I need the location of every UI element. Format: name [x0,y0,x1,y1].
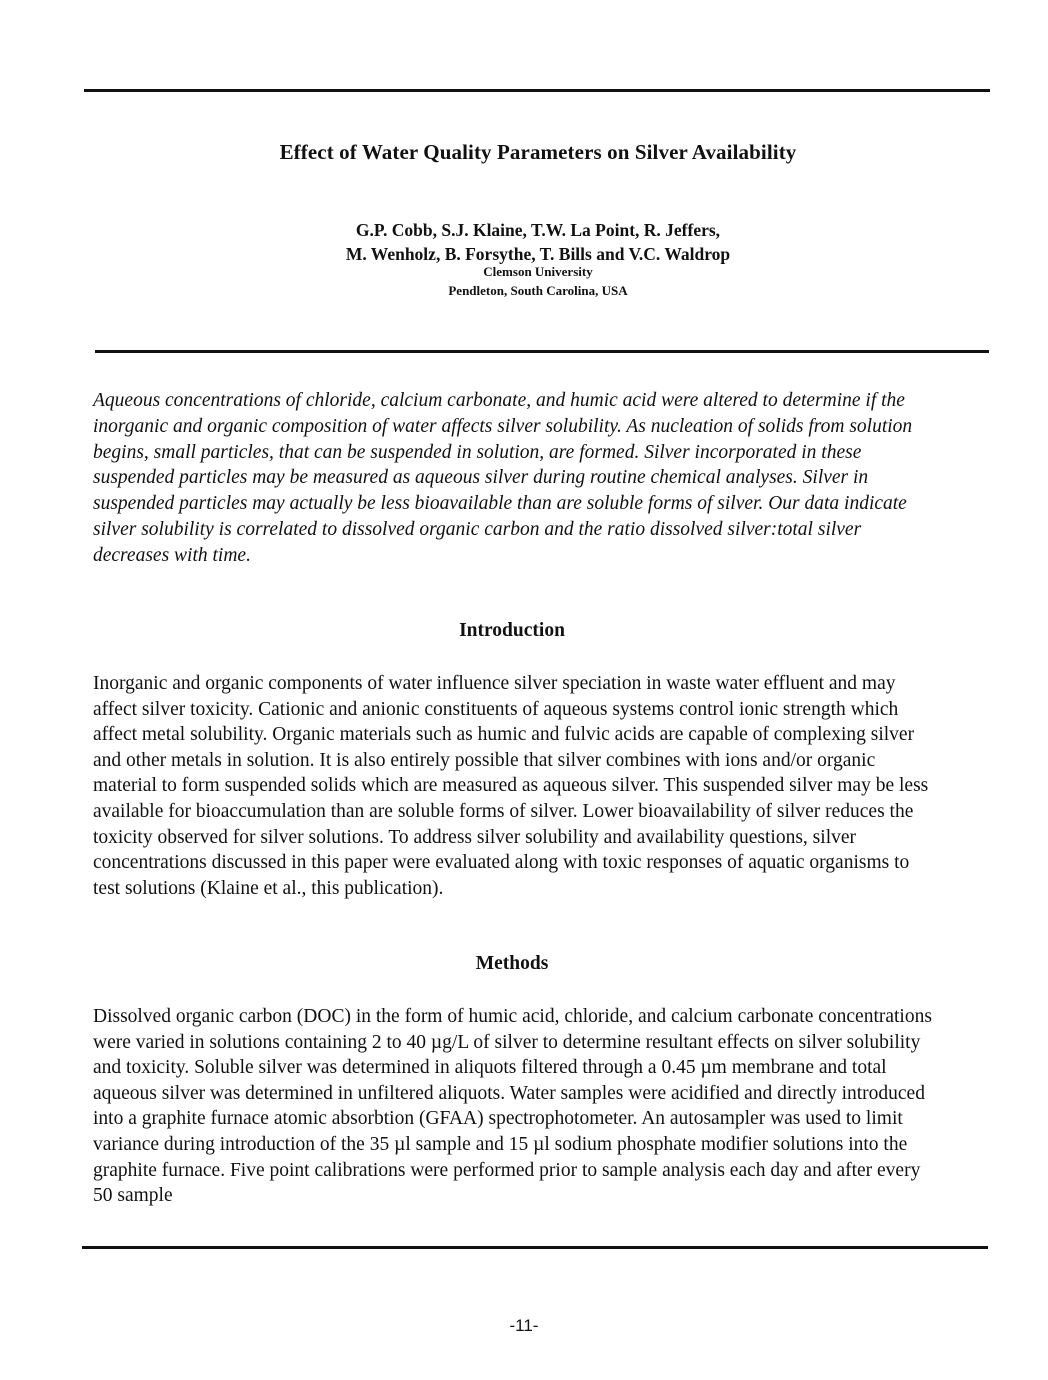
paper-title: Effect of Water Quality Parameters on Silver Availability [279,140,797,164]
top-rule [84,89,990,92]
affiliation-location: Pendleton, South Carolina, USA [448,283,628,298]
affiliation-institution: Clemson University [483,264,593,279]
page-number: -11- [509,1316,539,1335]
methods-heading: Methods [475,953,549,974]
abstract-text: Aqueous concentrations of chloride, calcium carbonate, and humic acid were altered to determine if the inorganic and organic composition of water affects silver solubility. As nucleation of solids from solution begins, small particles, that can be suspended in solution, are formed. Silver incorporated in these suspended particles may be measured as aqueous silver during routine chemical analyses. Silver in suspended particles may actually be less bioavailable than are soluble forms of silver. Our data indicate silver solubility is correlated to dissolved organic carbon and the ratio dissolved silver:total silver decreases with time. [93,390,913,566]
methods-text: Dissolved organic carbon (DOC) in the form of humic acid, chloride, and calcium carbonate concentrations were varied in solutions containing 2 to 40 µg/L of silver to determine resultant effects on silver solubility and toxicity. Soluble silver was determined in aliquots filtered through a 0.45 µm membrane and total aqueous silver was determined in unfiltered aliquots. Water samples were acidified and directly introduced into a graphite furnace atomic absorbtion (GFAA) spectrophotometer. An autosampler was used to limit variance during introduction of the 35 µl sample and 15 µl sodium phosphate modifier solutions into the graphite furnace. Five point calibrations were performed prior to sample analysis each day and after every 50 sample [93,1006,932,1207]
authors-line-2: M. Wenholz, B. Forsythe, T. Bills and V.C. Waldrop [345,244,731,264]
bottom-rule [82,1246,988,1249]
authors-line-1: G.P. Cobb, S.J. Klaine, T.W. La Point, R. Jeffers, [355,220,721,240]
section-rule [95,350,989,353]
author-list [0,218,1048,266]
introduction-heading: Introduction [459,620,565,641]
introduction-text: Inorganic and organic components of water influence silver speciation in waste water effluent and may affect silver toxicity. Cationic and anionic constituents of aqueous systems control ionic strength which affect metal solubility. Organic materials such as humic and fulvic acids are capable of complexing silver and other metals in solution. It is also entirely possible that silver combines with ions and/or organic material to form suspended solids which are measured as aqueous silver. This suspended silver may be less available for bioaccumulation than are soluble forms of silver. Lower bioavailability of silver reduces the toxicity observed for silver solutions. To address silver solubility and availability questions, silver concentrations discussed in this paper were evaluated along with toxic responses of aquatic organisms to test solutions (Klaine et al., this publication). [93,673,929,899]
